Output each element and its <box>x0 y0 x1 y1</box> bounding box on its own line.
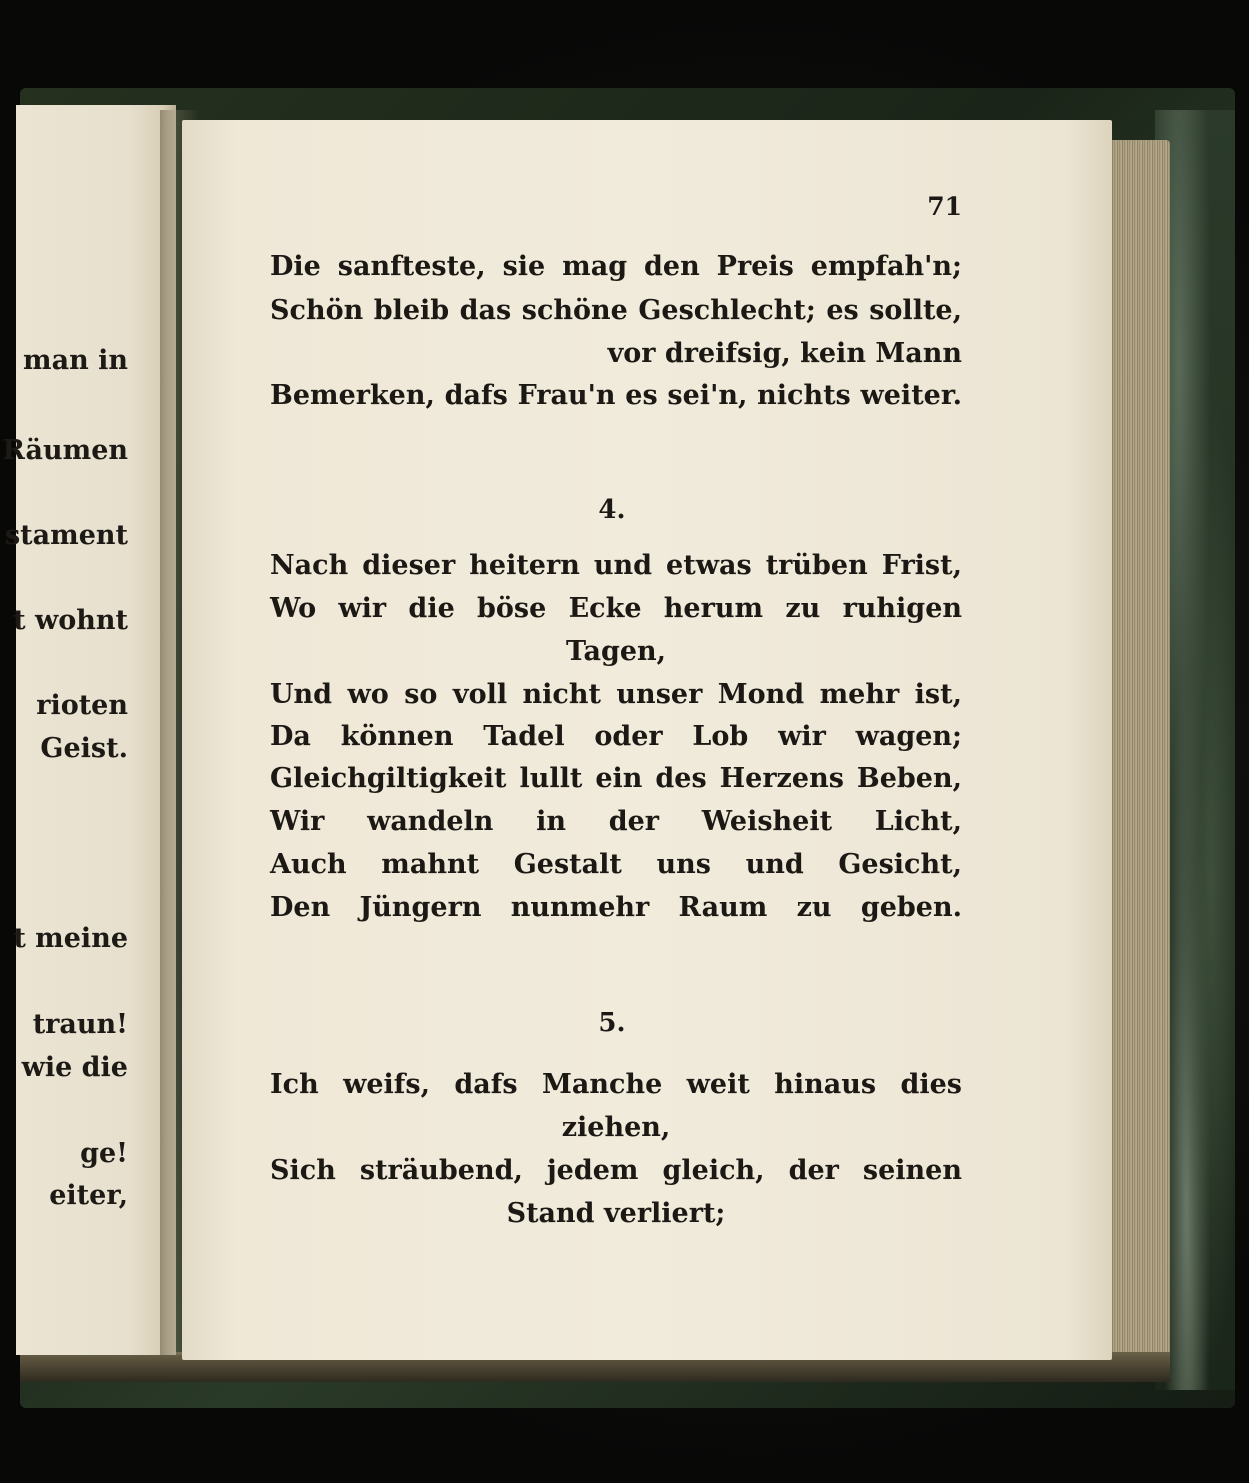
verse-continuation: ziehen, <box>561 1112 671 1143</box>
verse-line: Den Jüngern nunmehr Raum zu geben. <box>270 892 962 923</box>
page-number: 71 <box>927 192 962 221</box>
verse-line: Auch mahnt Gestalt uns und Gesicht, <box>270 849 962 880</box>
left-page-fragment: traun! <box>32 1009 128 1040</box>
verse-line: Da können Tadel oder Lob wir wagen; <box>270 721 962 752</box>
verse-line: Ich weifs, dafs Manche weit hinaus dies <box>270 1069 962 1100</box>
verse-line: Sich sträubend, jedem gleich, der seinen <box>270 1155 962 1186</box>
verse-line: Schön bleib das schöne Geschlecht; es sollte, <box>270 295 962 326</box>
verse-line: vor dreifsig, kein Mann <box>607 338 962 369</box>
left-page <box>2 105 176 1355</box>
verse-line: Bemerken, dafs Frau'n es sei'n, nichts weiter. <box>270 380 962 411</box>
left-page-fragment: stament <box>4 520 128 551</box>
left-page-fragment: Geist. <box>40 733 128 764</box>
verse-line: Und wo so voll nicht unser Mond mehr ist, <box>270 679 962 710</box>
verse-line: Nach dieser heitern und etwas trüben Frist, <box>270 550 962 581</box>
left-page-fragment: t meine <box>13 923 128 954</box>
left-page-fragment: t wohnt <box>13 605 128 636</box>
stanza-number: 5. <box>598 1008 626 1038</box>
left-page-fragment: rioten <box>36 690 128 721</box>
right-page <box>182 120 1112 1360</box>
stanza-number: 4. <box>598 495 626 525</box>
verse-line: Wo wir die böse Ecke herum zu ruhigen <box>270 593 962 624</box>
page-edges <box>1108 140 1170 1370</box>
left-page-fragment: eiter, <box>49 1180 128 1211</box>
left-page-fragment: Räumen <box>2 435 128 466</box>
left-page-fragment: ge! <box>80 1138 128 1169</box>
verse-continuation: Tagen, <box>565 636 667 667</box>
verse-line: Die sanfteste, sie mag den Preis empfah'n; <box>270 251 962 282</box>
left-page-fragment: man in <box>23 345 128 376</box>
left-page-fragment: wie die <box>21 1052 128 1083</box>
verse-line: Wir wandeln in der Weisheit Licht, <box>270 806 962 837</box>
verse-continuation: Stand verliert; <box>506 1198 726 1229</box>
verse-line: Gleichgiltigkeit lullt ein des Herzens Beben, <box>270 763 962 794</box>
